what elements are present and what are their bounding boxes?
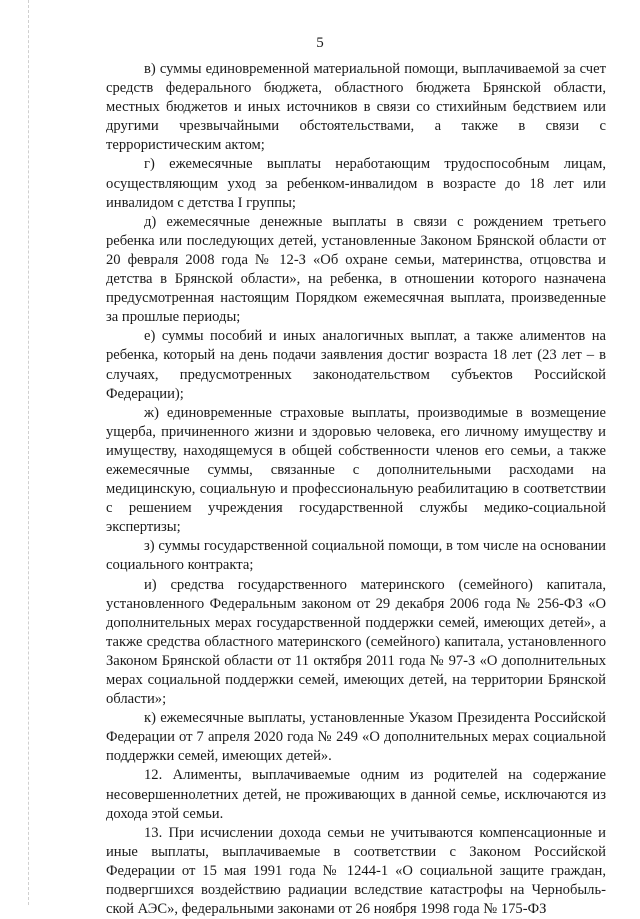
paragraph-item-z: з) суммы государственной социальной помощи, в том числе на основании социального контракта; <box>106 538 606 574</box>
paragraph-item-d: д) ежемесячные денежные выплаты в связи с рождением третьего ребенка или последующих детей, установленные Законом Брянской области от 20 февраля 2008 года № 12-З «Об охране семьи, материнства, отцовства и детства в Брянской области», на ребенка, в отношении которого назначена предусмотренная настоящим Порядком ежемесячная выплата, произведенные за прошлые периоды; <box>106 213 606 326</box>
paragraph-12: 12. Алименты, выплачиваемые одним из родителей на содержание несовершеннолетних детей, не проживающих в данной семье, исключаются из дохода этой семьи. <box>106 767 606 822</box>
paragraph-item-g: г) ежемесячные выплаты неработающим трудоспособным лицам, осуществляющим уход за ребенком-инвалидом в возрасте до 18 лет или инвалидом с детства I группы; <box>106 156 606 211</box>
page-edge-line <box>28 0 29 905</box>
paragraph-13: 13. При исчислении дохода семьи не учитываются компенсационные и иные выплаты, выплачиваемые в соответствии с Законом Российской Федерации от 15 мая 1991 года № 1244-1 «О социальной защите граждан, подвергшихся воздействию радиации вследствие катастрофы на Чернобыльской АЭС», федеральными законами от 26 ноября 1998 года № 175-ФЗ <box>106 824 606 918</box>
paragraph-item-k: к) ежемесячные выплаты, установленные Указом Президента Российской Федерации от 7 апреля 2020 года № 249 «О дополнительных мерах социальной поддержки семей, имеющих детей». <box>106 710 606 765</box>
document-body <box>106 60 606 919</box>
paragraph-item-zh: ж) единовременные страховые выплаты, производимые в возмещение ущерба, причиненного жизни и здоровью человека, его личному имуществу и имуществу, находящемуся в общей собственности членов его семьи, а также ежемесячные суммы, связанные с дополнительными расходами на медицинскую, социальную и профессиональную реабилитацию в соответствии с решением учреждения государственной службы медико-социальной экспертизы; <box>106 404 606 536</box>
paragraph-item-v: в) суммы единовременной материальной помощи, выплачиваемой за счет средств федерального бюджета, областного бюджета Брянской области, местных бюджетов и иных источников в связи со стихийным бедствием или другими чрезвычайными обстоятельствами, а также в связи с террористическим актом; <box>106 61 606 154</box>
page-number: 5 <box>316 35 324 51</box>
paragraph-item-e: е) суммы пособий и иных аналогичных выплат, а также алиментов на ребенка, который на день подачи заявления достиг возраста 18 лет (23 лет – в случаях, предусмотренных законодательством субъектов Российской Федерации); <box>106 328 606 402</box>
paragraph-item-i: и) средства государственного материнского (семейного) капитала, установленного Федеральным законом от 29 декабря 2006 года № 256-ФЗ «О дополнительных мерах государственной поддержки семей, имеющих детей», а также средства областного материнского (семейного) капитала, установленного Законом Брянской области от 11 октября 2011 года № 97-З «О дополнительных мерах социальной поддержки семей, имеющих детей, на территории Брянской области»; <box>106 576 606 708</box>
